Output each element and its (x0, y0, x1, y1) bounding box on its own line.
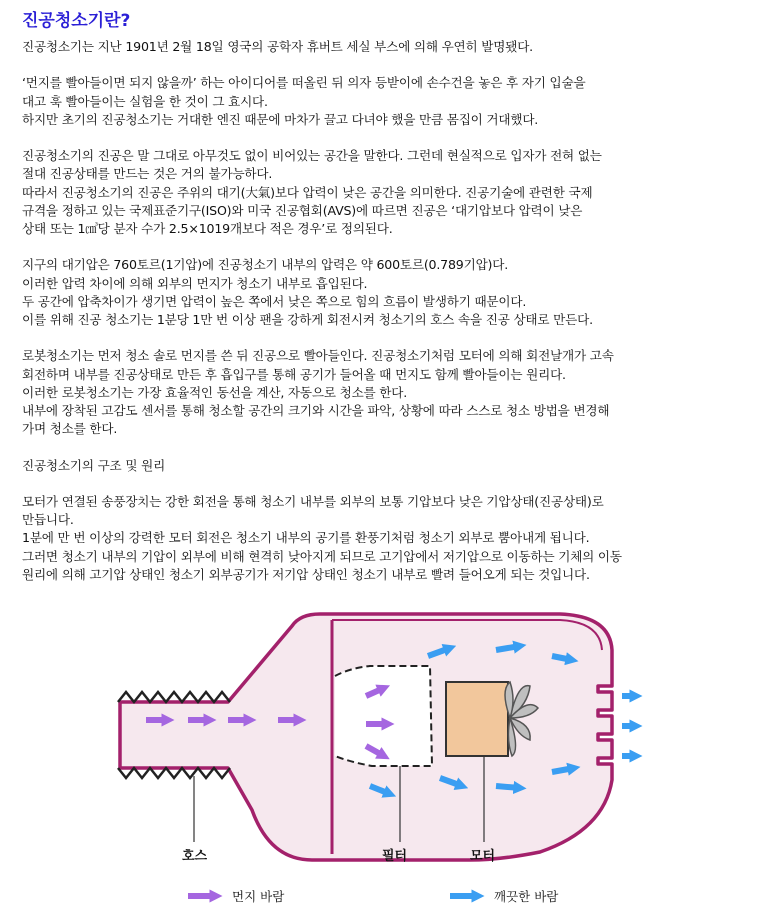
paragraph-gap (22, 238, 744, 256)
motor (446, 682, 508, 756)
text-line: ‘먼지를 빨아들이면 되지 않을까’ 하는 아이디어를 떠올린 뒤 의자 등받이에 손수건을 놓은 후 자기 입술을 (22, 75, 586, 91)
text-line: 대고 훅 빨아들이는 실험을 한 것이 그 효시다. (22, 93, 268, 109)
vacuum-diagram (0, 590, 760, 915)
text-line: 그러면 청소기 내부의 기압이 외부에 비해 현격히 낮아지게 되므로 고기압에서 저기압으로 이동하는 기체의 이동 (22, 548, 622, 564)
article-body (22, 38, 744, 584)
text-line: 진공청소기는 지난 1901년 2월 18일 영국의 공학자 휴버트 세실 부스에 의해 우연히 발명됐다. (22, 39, 533, 54)
text-line: 절대 진공상태를 만드는 것은 거의 불가능하다. (22, 166, 273, 182)
text-line: 모터가 연결된 송풍장치는 강한 회전을 통해 청소기 내부를 외부의 보통 기압보다 낮은 기압상태(진공상태)로 (22, 493, 604, 509)
paragraph-gap (22, 329, 744, 347)
paragraph-gap (22, 56, 744, 74)
page-title: 진공청소기란? (22, 11, 131, 31)
text-line: 내부에 장착된 고감도 센서를 통해 청소할 공간의 크기와 시간을 파악, 상황에 따라 스스로 청소 방법을 변경해 (22, 403, 610, 418)
text-line: 상태 또는 1㎤당 분자 수가 2.5×1019개보다 적은 경우’로 정의된다. (22, 221, 393, 236)
text-line: 가며 청소를 한다. (22, 421, 118, 437)
text-line: 회전하며 내부를 진공상태로 만든 후 흡입구를 통해 공기가 들어올 때 먼지도 함께 빨아들이는 원리다. (22, 366, 566, 382)
text-line: 원리에 의해 고기압 상태인 청소기 외부공기가 저기압 상태인 청소기 내부로 빨려 들어오게 되는 것입니다. (22, 566, 590, 582)
label-filter: 필터 (382, 849, 408, 864)
text-line: 이러한 압력 차이에 의해 외부의 먼지가 청소기 내부로 흡입된다. (22, 275, 368, 291)
text-line: 하지만 초기의 진공청소기는 거대한 엔진 때문에 마차가 끌고 다녀야 했을 만큼 몸집이 거대했다. (22, 111, 539, 127)
text-line: 두 공간에 압축차이가 생기면 압력이 높은 쪽에서 낮은 쪽으로 힘의 흐름이 발생하기 때문이다. (22, 293, 527, 309)
text-line: 로봇청소기는 먼저 청소 솔로 먼지를 쓴 뒤 진공으로 빨아들인다. 진공청소기처럼 모터에 의해 회전날개가 고속 (22, 348, 614, 364)
filter (335, 666, 432, 766)
paragraph-gap (22, 475, 744, 493)
text-line: 지구의 대기압은 760토르(1기압)에 진공청소기 내부의 압력은 약 600토르(0.789기압)다. (22, 257, 509, 273)
text-line: 이를 위해 진공 청소기는 1분당 1만 번 이상 팬을 강하게 회전시켜 청소기의 호스 속을 진공 상태로 만든다. (22, 312, 593, 327)
legend-dust-label: 먼지 바람 (232, 889, 285, 904)
text-line: 규격을 정하고 있는 국제표준기구(ISO)와 미국 진공협회(AVS)에 따르면 진공은 ‘대기압보다 압력이 낮은 (22, 202, 583, 218)
paragraph-gap (22, 438, 744, 456)
label-hose: 호스 (182, 849, 208, 864)
legend-clean-label: 깨끗한 바람 (494, 889, 559, 904)
label-motor: 모터 (470, 849, 496, 864)
paragraph-gap (22, 129, 744, 147)
text-line: 만듭니다. (22, 512, 74, 528)
text-line: 진공청소기의 진공은 말 그대로 아무것도 없이 비어있는 공간을 말한다. 그런데 현실적으로 입자가 전혀 없는 (22, 148, 602, 164)
text-line: 따라서 진공청소기의 진공은 주위의 대기(大氣)보다 압력이 낮은 공간을 의미한다. 진공기술에 관련한 국제 (22, 184, 593, 200)
section-heading: 진공청소기의 구조 및 원리 (22, 457, 166, 473)
text-line: 1분에 만 번 이상의 강력한 모터 회전은 청소기 내부의 공기를 환풍기처럼 청소기 외부로 뿜아내게 됩니다. (22, 530, 590, 546)
text-line: 이러한 로봇청소기는 가장 효율적인 동선을 계산, 자동으로 청소를 한다. (22, 384, 408, 400)
